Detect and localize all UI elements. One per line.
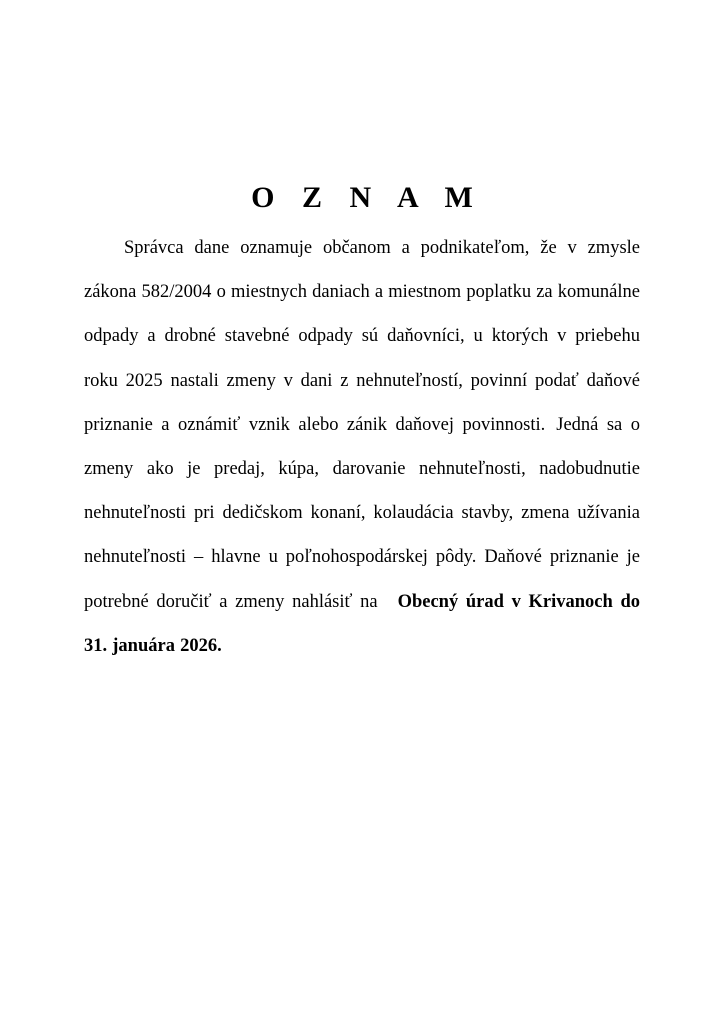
notice-text-part-1: Správca dane oznamuje občanom a podnikateľom, že v zmysle zákona 582/2004 o miestnych daniach a miestnom poplatku za komunálne odpady a drobné stavebné odpady sú daňovníci, u ktorých v priebehu roku 2025 nastali zmeny v dani z nehnuteľností, povinní podať daňové priznanie a oznámiť vznik alebo zánik daňovej povinnosti.: [84, 238, 640, 435]
page-title: O Z N A M: [251, 181, 483, 215]
notice-text-part-2: Jedná sa o zmeny ako je predaj, kúpa, darovanie nehnuteľnosti, nadobudnutie nehnuteľnosti pri dedičskom konaní, kolaudácia stavby, zmena užívania nehnuteľnosti – hlavne u poľnohospodárskej pôdy. Daňové priznanie je potrebné doručiť a zmeny nahlásiť na: [84, 414, 640, 612]
office-and-deadline-emphasis: Obecný úrad v Krivanoch do 31. januára 2026.: [84, 591, 641, 656]
notice-paragraph: [84, 226, 640, 668]
notice-body: [84, 226, 640, 668]
